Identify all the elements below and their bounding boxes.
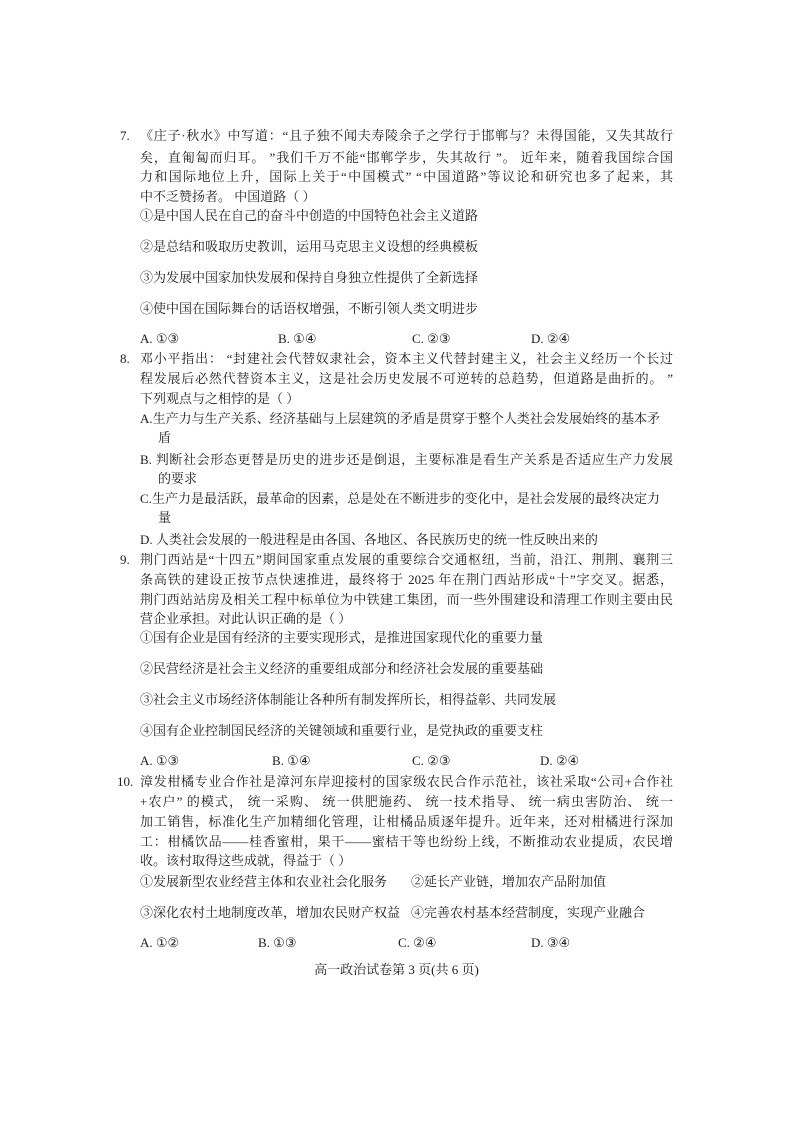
- question-stem-line: +农户” 的模式， 统一采购、 统一供肥施药、 统一技术指导、 统一病虫害防治、 统一: [140, 794, 673, 809]
- choice-option-d: D. 人类社会发展的一般进程是由各国、各地区、各民族历史的统一性反映出来的: [140, 532, 598, 547]
- statement-item: ③为发展中国家加快发展和保持自身独立性提供了全新选择: [140, 270, 479, 285]
- question-stem-line: 力和国际地位上升，国际上关于“中国模式” “中国道路”等议论和研究也多了起来，其: [140, 169, 673, 184]
- statement-item: ③社会主义市场经济体制能让各种所有制发挥所长，相得益彰、共同发展: [140, 692, 557, 707]
- question-stem-line: 条高铁的建设正按节点快速推进，最终将于 2025 年在荆门西站形成“十”字交叉。据悉，: [140, 572, 673, 587]
- page-footer: 高一政治试卷第 3 页(共 6 页): [314, 962, 479, 977]
- choice-option-a: A. ①③: [140, 753, 180, 768]
- choice-option-c: C. ②③: [412, 331, 451, 346]
- choice-option-b: B. ①③: [258, 935, 297, 950]
- choice-option-a-continued: 盾: [158, 430, 172, 445]
- question-stem-line: 下列观点与之相悖的是（ ）: [140, 391, 300, 406]
- choice-option-a: A.生产力与生产关系、经济基础与上层建筑的矛盾是贯穿于整个人类社会发展始终的基本矛: [140, 411, 660, 426]
- choice-option-d: D. ③④: [531, 935, 571, 950]
- question-stem-line: 矣，直匍匐而归耳。 ”我们千万不能“邯郸学步，失其故行 ”。 近年来，随着我国综合国: [140, 150, 673, 165]
- question-number: 8.: [120, 351, 130, 366]
- choice-option-c: C. ②④: [398, 935, 437, 950]
- choice-option-d: D. ②④: [540, 753, 580, 768]
- choice-option-a: A. ①②: [140, 935, 180, 950]
- choice-option-b: B. ①④: [278, 331, 317, 346]
- question-stem-line: 收。该村取得这些成就，得益于（ ）: [140, 853, 352, 868]
- question-stem-line: 荆门西站是“十四五”期间国家重点发展的重要综合交通枢纽，当前，沿江、荆荆、襄荆三: [140, 552, 673, 567]
- choice-option-c: C. ②③: [412, 753, 451, 768]
- question-stem-line: 荆门西站站房及相关工程中标单位为中铁建工集团，而一些外围建设和清理工作则主要由民: [140, 592, 673, 607]
- question-stem-line: 《庄子·秋水》中写道：“且子独不闻夫寿陵余子之学行于邯郸与？未得国能，又失其故行: [140, 128, 673, 143]
- question-stem-line: 漳发柑橘专业合作社是漳河东岸迎接村的国家级农民合作示范社，该社采取“公司+合作社: [140, 774, 673, 789]
- statement-item: ①国有企业是国有经济的主要实现形式，是推进国家现代化的重要力量: [140, 630, 544, 645]
- statement-item: ①发展新型农业经营主体和农业社会化服务: [140, 874, 388, 889]
- question-stem-line: 加工销售，标准化生产加精细化管理，让柑橘品质逐年提升。近年来，还对柑橘进行深加: [140, 814, 673, 829]
- statement-item: ②民营经济是社会主义经济的重要组成部分和经济社会发展的重要基础: [140, 661, 544, 676]
- statement-item: ④完善农村基本经营制度，实现产业融合: [411, 905, 646, 920]
- question-stem-line: 中不乏赞扬者。 中国道路（ ）: [140, 189, 316, 204]
- choice-option-c: C.生产力是最活跃，最革命的因素，总是处在不断进步的变化中，是社会发展的最终决定力: [140, 491, 660, 506]
- choice-option-b: B. 判断社会形态更替是历史的进步还是倒退，主要标准是看生产关系是否适应生产力发展: [140, 452, 673, 467]
- statement-item: ②延长产业链，增加农产品附加值: [411, 874, 607, 889]
- statement-item: ④国有企业控制国民经济的关键领域和重要行业，是党执政的重要支柱: [140, 723, 544, 738]
- choice-option-d: D. ②④: [531, 331, 571, 346]
- choice-option-b: B. ①④: [272, 753, 311, 768]
- question-stem-line: 邓小平指出： “封建社会代替奴隶社会，资本主义代替封建主义，社会主义经历一个长过: [140, 351, 673, 366]
- question-number: 10.: [117, 774, 134, 789]
- statement-item: ④使中国在国际舞台的话语权增强，不断引领人类文明进步: [140, 301, 479, 316]
- statement-item: ③深化农村土地制度改革，增加农民财产权益: [140, 905, 401, 920]
- question-stem-line: 工：柑橘饮品——桂香蜜柑，果干——蜜桔干等也纷纷上线，不断推动农业提质，农民增: [140, 834, 673, 849]
- statement-item: ②是总结和吸取历史教训，运用马克思主义设想的经典模板: [140, 239, 479, 254]
- question-number: 7.: [120, 128, 130, 143]
- question-stem-line: 程发展后必然代替资本主义，这是社会历史发展不可逆转的总趋势，但道路是曲折的。 ”: [140, 371, 673, 386]
- choice-option-a: A. ①③: [140, 331, 180, 346]
- choice-option-c-continued: 量: [158, 510, 172, 525]
- statement-item: ①是中国人民在自己的奋斗中创造的中国特色社会主义道路: [140, 208, 479, 223]
- choice-option-b-continued: 的要求: [158, 471, 198, 486]
- question-stem-line: 营企业承担。对此认识正确的是（ ）: [140, 611, 352, 626]
- question-number: 9.: [120, 552, 130, 567]
